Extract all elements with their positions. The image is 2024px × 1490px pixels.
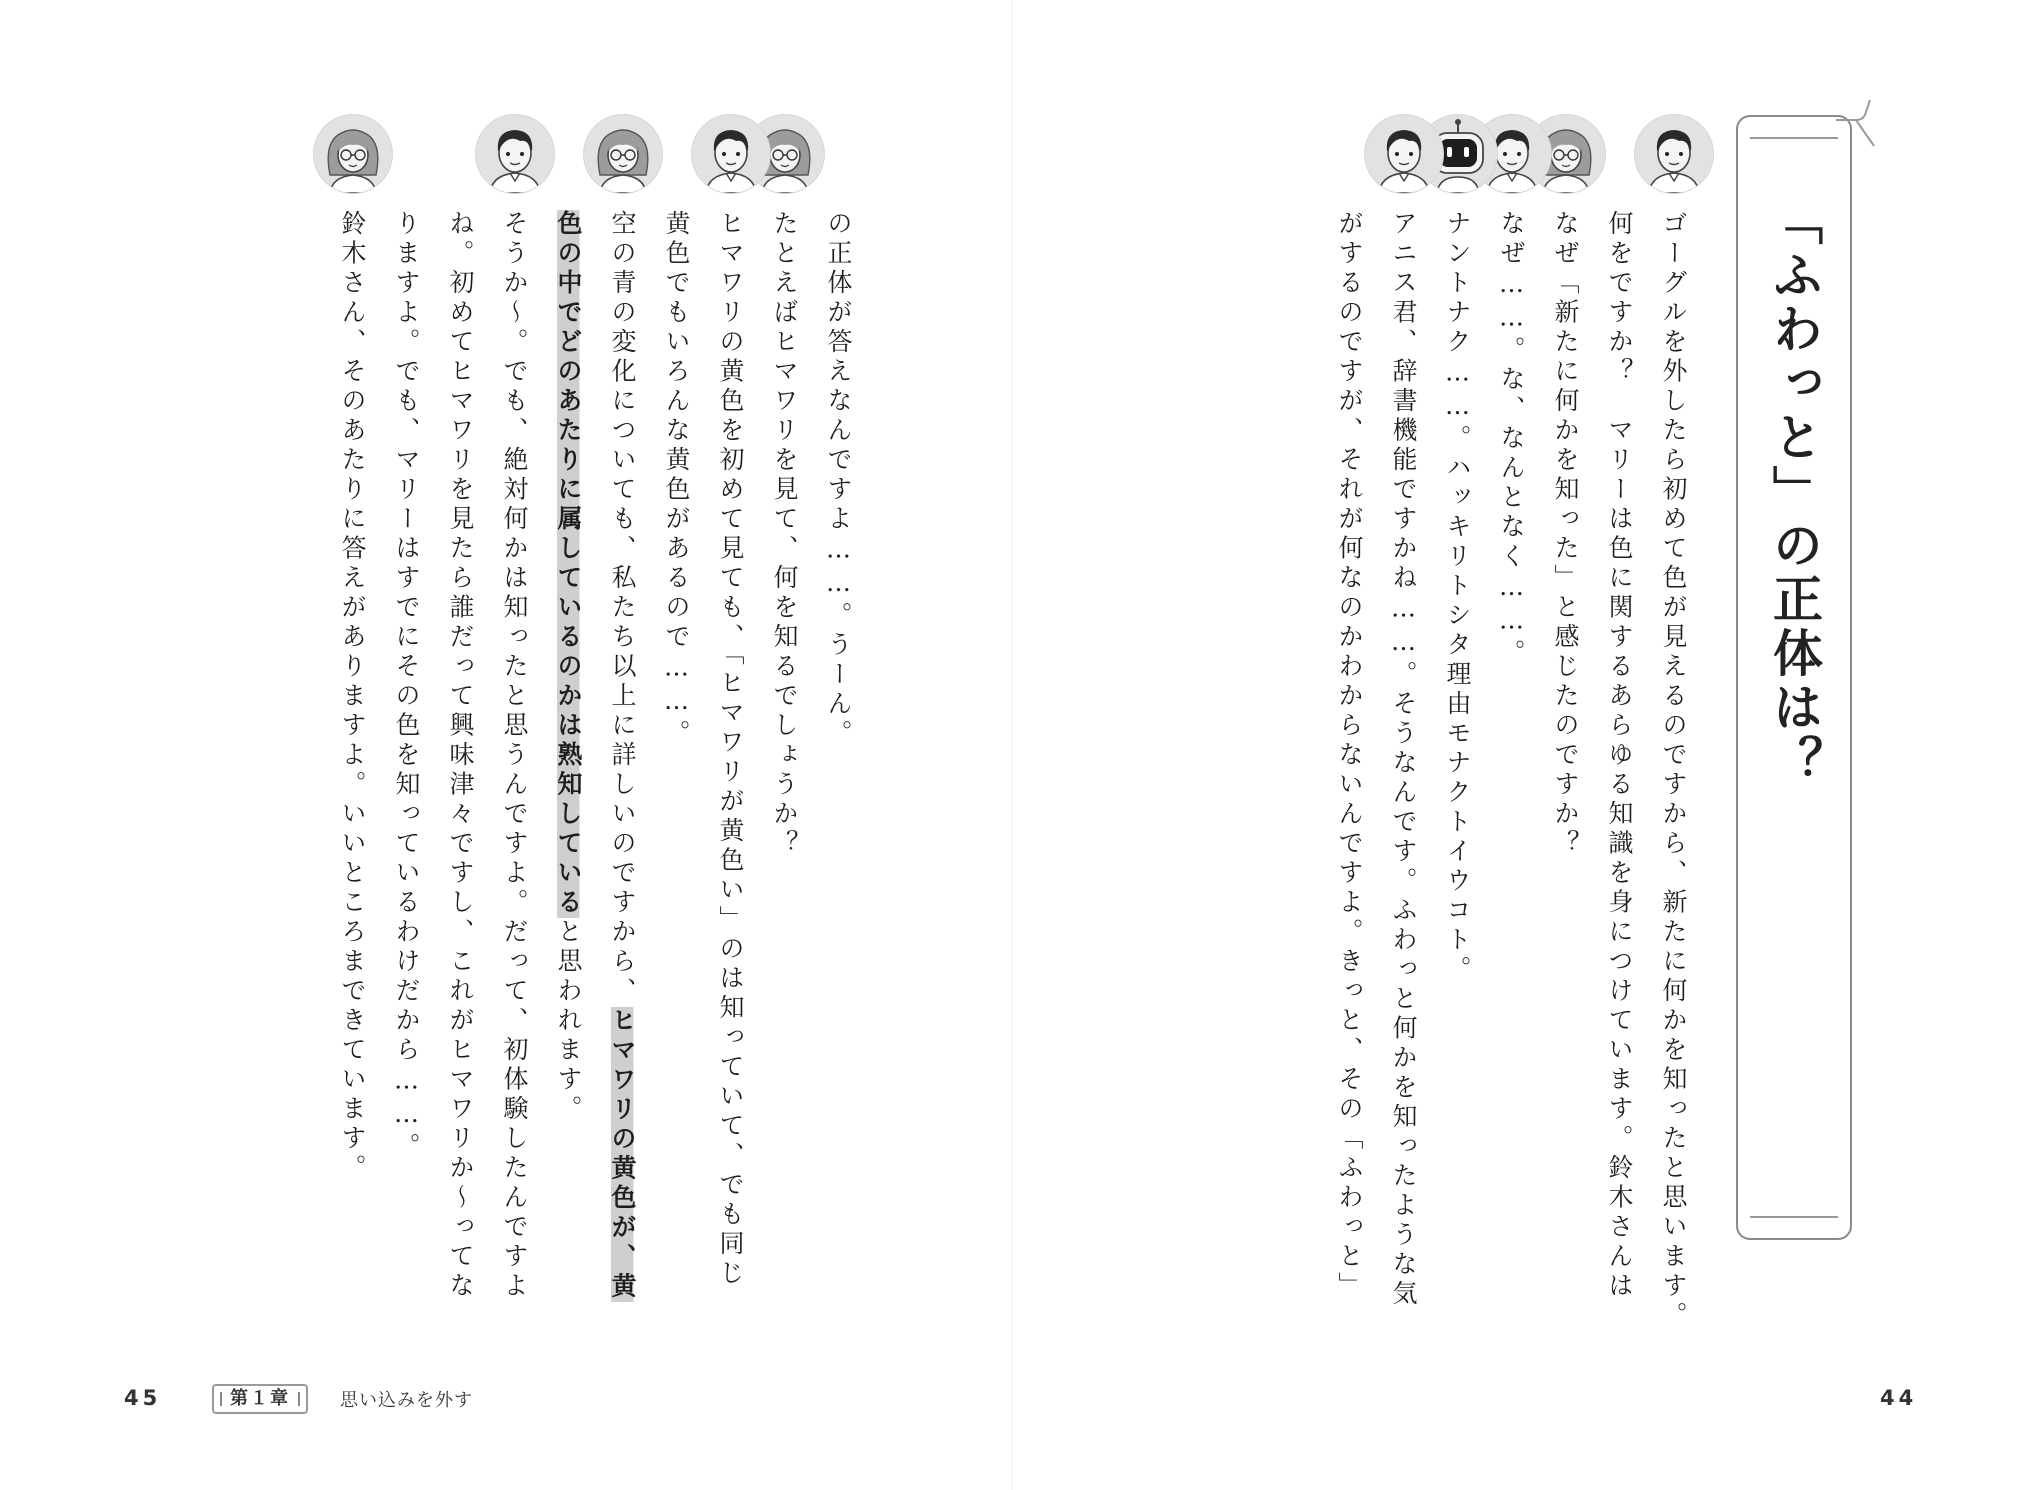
title-corner-flourish bbox=[1836, 98, 1876, 148]
section-title-box bbox=[1736, 115, 1852, 1240]
man-avatar bbox=[691, 114, 771, 194]
body-text: ナントナク……。ハッキリトシタ理由モナクトイウコト。 bbox=[1443, 210, 1472, 985]
body-text: 何をですか？ マリーは色に関するあらゆる知識を身につけています。鈴木さんは bbox=[1605, 210, 1634, 1302]
body-text: アニス君、辞書機能ですかね……。そうなんです。ふわっと何かを知ったような気 bbox=[1389, 210, 1418, 1310]
body-text: 空の青の変化についても、私たち以上に詳しいのですから、 bbox=[608, 210, 637, 1007]
text-column bbox=[491, 210, 537, 1330]
text-column bbox=[1434, 210, 1480, 1330]
text-column bbox=[1326, 210, 1372, 1330]
text-column bbox=[1488, 210, 1534, 1330]
page-gutter bbox=[1011, 0, 1013, 1490]
body-text: たとえばヒマワリを見て、何を知るでしょうか？ bbox=[770, 210, 799, 859]
body-text: りますよ。でも、マリーはすでにその色を知っているわけだから……。 bbox=[392, 210, 421, 1162]
body-text: ヒマワリの黄色を初めて見ても、「ヒマワリが黄色い」のは知っていて、でも同じ bbox=[716, 210, 745, 1289]
body-text: と思われます。 bbox=[554, 918, 583, 1125]
text-column bbox=[1596, 210, 1642, 1330]
body-text: ゴーグルを外したら初めて色が見えるのですから、新たに何かを知ったと思います。 bbox=[1659, 210, 1688, 1331]
page-number-right: 44 bbox=[1880, 1386, 1918, 1410]
text-column bbox=[383, 210, 429, 1330]
woman-avatar bbox=[583, 114, 663, 194]
body-text: そうか〜。でも、絶対何かは知ったと思うんですよ。だって、初体験したんですよ bbox=[500, 210, 529, 1302]
body-text: なぜ……。な、なんとなく……。 bbox=[1497, 210, 1526, 669]
text-column bbox=[599, 210, 645, 1330]
text-column bbox=[1380, 210, 1426, 1330]
page-number-left: 45 bbox=[124, 1386, 162, 1410]
text-column bbox=[653, 210, 699, 1330]
text-column bbox=[545, 210, 591, 1330]
body-text: の正体が答えなんですよ……。うーん。 bbox=[824, 210, 853, 749]
highlighted-text: ヒマワリの黄色が、黄 bbox=[608, 1006, 637, 1302]
section-title: 「ふわっと」の正体は？ bbox=[1765, 195, 1823, 789]
highlighted-text: 色の中でどのあたりに属しているのかは熟知している bbox=[554, 210, 583, 918]
text-column bbox=[707, 210, 753, 1330]
title-box-top-rule bbox=[1750, 137, 1838, 139]
body-text: 黄色でもいろんな黄色があるので……。 bbox=[662, 210, 691, 749]
man-avatar bbox=[475, 114, 555, 194]
man-avatar bbox=[1634, 114, 1714, 194]
text-column bbox=[329, 210, 375, 1330]
body-text: がするのですが、それが何なのかわからないんですよ。きっと、その「ふわっと」 bbox=[1335, 210, 1364, 1302]
title-box-bottom-rule bbox=[1750, 1216, 1838, 1218]
text-column bbox=[815, 210, 861, 1330]
body-text: 鈴木さん、そのあたりに答えがありますよ。いいところまできています。 bbox=[338, 210, 367, 1184]
body-text: なぜ「新たに何かを知った」と感じたのですか？ bbox=[1551, 210, 1580, 859]
chapter-title: 思い込みを外す bbox=[340, 1390, 473, 1411]
man-avatar bbox=[1364, 114, 1444, 194]
text-column bbox=[1650, 210, 1696, 1330]
text-column bbox=[761, 210, 807, 1330]
body-text: ね。初めてヒマワリを見たら誰だって興味津々ですし、これがヒマワリか〜ってな bbox=[446, 210, 475, 1302]
text-column bbox=[437, 210, 483, 1330]
woman-avatar bbox=[313, 114, 393, 194]
text-column bbox=[1542, 210, 1588, 1330]
chapter-label: 第１章 bbox=[212, 1384, 308, 1414]
